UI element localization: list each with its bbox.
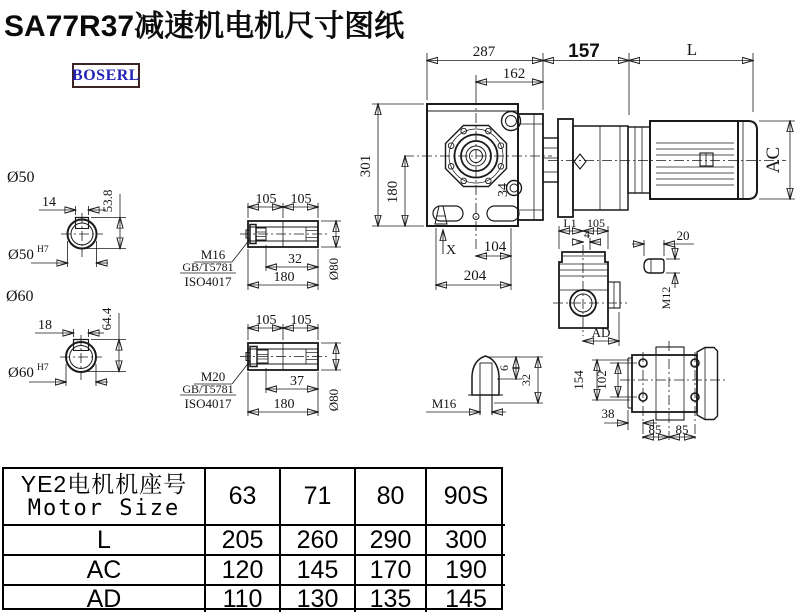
dim-label-154: 154: [571, 370, 586, 390]
dim-label-shaft50-bore: Ø50: [8, 247, 34, 263]
shaft-section-60: [6, 288, 126, 386]
dim-label-shaft60-bore: Ø60: [8, 365, 34, 381]
dim-label-287: 287: [472, 44, 496, 60]
dim-label-bush2-105b: 105: [290, 313, 312, 328]
table-header-cn: YE2电机机座号: [20, 470, 188, 497]
dim-label-bush2-dia: Ø80: [326, 388, 341, 412]
gearbox-front-view: [404, 95, 552, 252]
brand-logo: BOSERL: [72, 63, 140, 88]
dim-label-6: 6: [497, 365, 511, 371]
table-cell-L-80: 290: [354, 524, 425, 554]
dim-label-plug-thread: M12: [659, 286, 673, 310]
table-cell-L-63: 205: [204, 524, 279, 554]
bushing-detail-m20: [180, 313, 341, 416]
dim-label-side-105: 105: [587, 216, 605, 230]
page-title: SA77R37减速机电机尺寸图纸: [4, 10, 405, 43]
dim-label-bush1-105b: 105: [290, 192, 312, 207]
table-cell-AC-90s: 190: [425, 554, 505, 584]
dim-label-bush2-180: 180: [273, 397, 295, 412]
dim-label-shaft50-tol: H7: [37, 245, 49, 255]
dim-label-301: 301: [358, 154, 374, 178]
motor-size-table: [2, 467, 503, 613]
dim-label-bush1-180: 180: [273, 270, 295, 285]
dim-label-85b: 85: [675, 422, 689, 437]
table-cell-L-90s: 300: [425, 524, 505, 554]
table-row-label-AD: AD: [4, 584, 204, 612]
table-header-motor-size: [4, 469, 204, 524]
dim-label-AD: AD: [591, 325, 611, 340]
dim-label-204: 204: [463, 268, 487, 284]
table-col-90s: 90S: [425, 469, 505, 524]
table-cell-L-71: 260: [279, 524, 354, 554]
dim-label-cone-thread: M16: [431, 396, 457, 411]
table-cell-AC-63: 120: [204, 554, 279, 584]
table-col-80: 80: [354, 469, 425, 524]
dim-label-34: 34: [496, 183, 511, 197]
table-cell-AD-80: 135: [354, 584, 425, 612]
motor-side-view: [543, 119, 786, 217]
table-cell-AD-63: 110: [204, 584, 279, 612]
dim-label-102: 102: [594, 370, 609, 390]
table-cell-AC-71: 145: [279, 554, 354, 584]
plug-detail-m12: [632, 228, 694, 309]
table-col-71: 71: [279, 469, 354, 524]
dim-label-shaft50-height: 53.8: [100, 189, 115, 213]
dim-label-bush2-thread: M20: [200, 369, 226, 384]
dim-label-bush2-37: 37: [290, 374, 304, 389]
dim-label-bush1-thread: M16: [200, 247, 226, 262]
dim-label-4: 4: [584, 227, 590, 241]
dim-label-157: 157: [568, 41, 600, 62]
table-header-en: Motor Size: [27, 496, 181, 522]
table-cell-AD-90s: 145: [425, 584, 505, 612]
dim-label-20: 20: [676, 228, 690, 243]
dim-label-shaft60-tol: H7: [37, 363, 49, 373]
bushing-detail-m16: [180, 192, 341, 290]
dim-label-bush1-std1: GB/T5781: [182, 260, 234, 274]
dim-label-bush2-std1: GB/T5781: [182, 382, 234, 396]
table-cell-AD-71: 130: [279, 584, 354, 612]
shaft-end-detail-m16: [426, 356, 543, 415]
table-row-label-L: L: [4, 524, 204, 554]
dim-label-AC: AC: [763, 146, 784, 174]
dim-label-L: L: [686, 40, 698, 59]
dim-label-shaft60-height: 64.4: [99, 307, 114, 331]
table-row-label-AC: AC: [4, 554, 204, 584]
dim-label-shaft60-title: Ø60: [6, 288, 34, 305]
dim-label-shaft60-key: 18: [38, 318, 52, 333]
dim-label-L1: L1: [563, 216, 577, 230]
dim-label-bush1-32: 32: [288, 252, 302, 267]
gearbox-side-view: [553, 216, 627, 346]
dim-label-104: 104: [483, 239, 507, 255]
table-col-63: 63: [204, 469, 279, 524]
dim-label-bush1-dia: Ø80: [326, 257, 341, 281]
shaft-section-50: [7, 169, 126, 267]
dim-label-bush1-std2: ISO4017: [184, 274, 232, 289]
mounting-face-view: [571, 341, 727, 440]
dim-label-bush1-105a: 105: [255, 192, 277, 207]
dim-label-bush2-std2: ISO4017: [184, 396, 232, 411]
dim-label-shaft50-title: Ø50: [7, 169, 35, 186]
dim-label-162: 162: [502, 66, 526, 82]
dim-label-bush2-105a: 105: [255, 313, 277, 328]
dim-label-cone-32: 32: [519, 374, 533, 386]
dim-label-shaft50-key: 14: [42, 195, 56, 210]
dim-label-180: 180: [385, 180, 401, 204]
dim-label-38: 38: [601, 406, 615, 421]
dim-label-85a: 85: [648, 422, 662, 437]
dim-label-X: X: [445, 243, 457, 258]
table-cell-AC-80: 170: [354, 554, 425, 584]
